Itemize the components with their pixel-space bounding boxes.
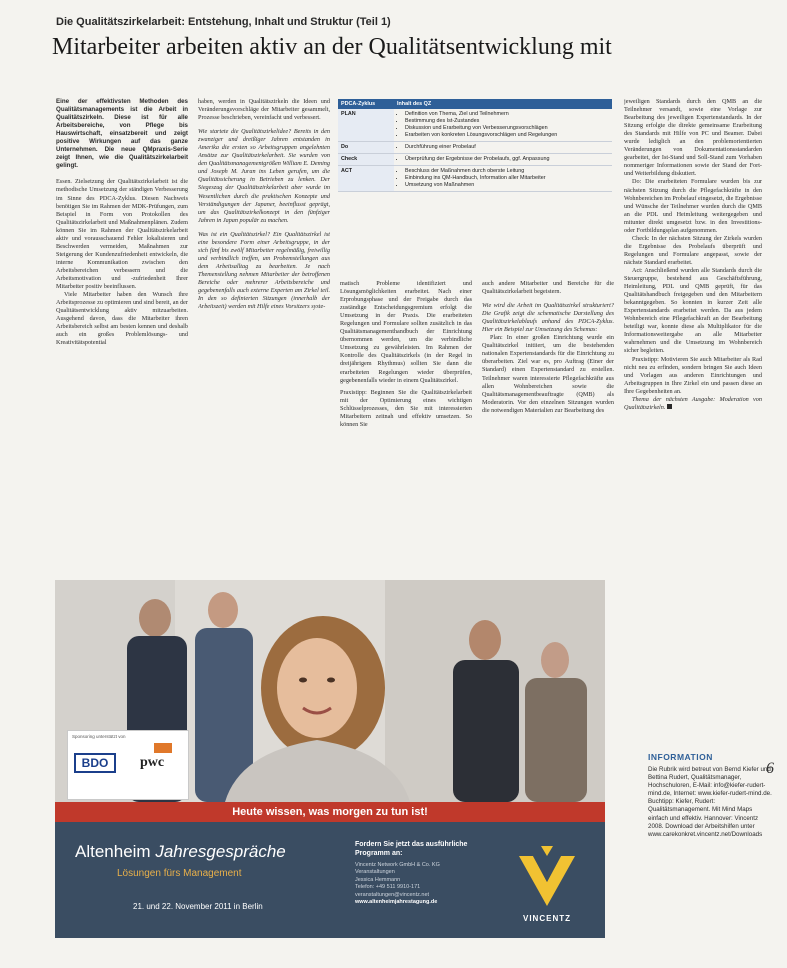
table-row xyxy=(338,109,612,142)
paragraph: Essen. Zielsetzung der Qualitätszirkelarbeit ist die methodische Umsetzung der ständigen Verbesserung im Sinne des PDCA-Zyklus. Diesen Nachweis benötigen Sie im Rahmen der MDK-Prüfungen, zum Beispiel in Form von Protokollen des Qualitätszirkelarbeit und Maßnahmenplänen. Zudem können Sie im Rahmen der Qualitätszirkelarbeit aktiv und vorausschauend Fehler lokalisieren und Beschwerden vermeiden, Maßnahmen zur Steigerung der Kundenzufriedenheit entwickeln, die interne Kommunikation zwischen den Arbeitsbereichen verbessern und die Arbeitsmotivation und -zufriedenheit Ihrer Mitarbeiter positiv beeinflussen. xyxy=(56,178,188,291)
table-cell xyxy=(394,166,612,192)
contact-line: Veranstaltungen xyxy=(355,869,395,876)
list-item: • Definition von Thema, Ziel und Teilnehmern xyxy=(405,111,609,117)
paragraph: haben, werden in Qualitätszirkeln die Ideen und Veränderungsvorschläge der Mitarbeiter gesammelt, Prozesse beschrieben, vereinfacht und verbessert. xyxy=(198,98,330,122)
text-column-2 xyxy=(198,98,330,578)
ad-subtitle: Lösungen fürs Management xyxy=(117,868,242,879)
ad-banner: Heute wissen, was morgen zu tun ist! xyxy=(55,802,605,822)
text-column-5 xyxy=(624,98,762,746)
table-header: Inhalt des QZ xyxy=(394,99,612,109)
table-cell-key: Check xyxy=(338,154,394,166)
ad-order-text: Fordern Sie jetzt das ausführliche Programm an: xyxy=(355,841,468,857)
table-header-row xyxy=(338,99,612,109)
sponsor-box xyxy=(67,730,189,800)
list-item: • Einbindung ins QM-Handbuch, Information aller Mitarbeiter xyxy=(405,175,609,181)
article-lead: Eine der effektivsten Methoden des Qualitätsmanagements ist die Arbeit in Qualitätszirkeln. Diese ist für alle Arbeitsbereiche, von Pflege bis Hauswirtschaft, einsatzbereit und zeigt positive Wirkungen auf das ganze Unternehmen. Die neue QMpraxis-Serie zeigt Ihnen, wie die Qualitätszirkelarbeit gelingt. xyxy=(56,98,188,170)
text-column-1 xyxy=(56,98,188,578)
list-item: • Durchführung einer Probelauf xyxy=(405,144,609,150)
paragraph: Viele Mitarbeiter haben den Wunsch ihre Arbeitsprozesse zu optimieren und sind bereit, an der Qualitätsentwicklung aktiv mitzuarbeiten. Ausgehend davon, dass die Mitarbeiter ihren Arbeitsbereich selbst am besten kennen und deshalb auch ein großes Problemlösungs- und Kreativitätspotential xyxy=(56,291,188,347)
vincentz-logo-icon xyxy=(513,842,581,912)
pwc-logo: pwc xyxy=(140,755,165,770)
contact-line: Vincentz Network GmbH & Co. KG xyxy=(355,862,440,868)
ad-contact xyxy=(355,862,505,906)
table-header: PDCA-Zyklus xyxy=(338,99,394,109)
paragraph: Plan: In einer großen Einrichtung wurde ein Qualitätszirkel initiiert, um die bestehenden nationalen Expertenstandards für die Einrichtung zu überarbeiten. Ziel war es, pro Auftrag (Einer der Standard) einen Expertenstandard zu erstellen. Teilnehmer waren interessierte Pflegefachkräfte aus allen Wohnbereichen sowie die Qualitätsmanagementbeauftragte (QMB) als Moderatorin. Vor den einzelnen Sitzungen wurden die notwendigen Materialien zur Bearbeitung des xyxy=(482,334,614,414)
table-cell xyxy=(394,142,612,154)
paragraph: Wie wird die Arbeit im Qualitätszirkel strukturiert? Die Grafik zeigt die schematische Darstellung des Qualitätszirkelablaufs anhand des PDCA-Zyklus. Hier ein Beispiel zur Umsetzung des Schemas: xyxy=(482,302,614,334)
contact-line: Telefon: +49 511 9910-171 xyxy=(355,884,421,891)
article-headline: Mitarbeiter arbeiten aktiv an der Qualitätsentwicklung mit xyxy=(52,34,612,60)
list-item: • Bestimmung des Ist-Zustandes xyxy=(405,118,609,124)
text-column-3 xyxy=(340,280,472,578)
ad-website-link[interactable]: www.altenheimjahrestagung.de xyxy=(355,899,438,906)
ad-photo xyxy=(55,580,605,802)
info-text: Die Rubrik wird betreut von Bernd Kiefer und Bettina Rudert, Qualitätsmanager, Hochschuloren, E-Mail: info@kiefer-rudert-mind.de, Internet: www.kiefer-rudert-mind.de. Buchtipp: Kiefer, Rudert: Qualitätsmanagement. Mit Mind Maps einfach und effektiv. Hannover: Vincentz 2008. Download der Arbeitshilfen unter www.carekonkret.vincentz.net/Downloads xyxy=(648,766,772,838)
page-number: 6 xyxy=(766,760,774,777)
paragraph: Was ist ein Qualitätszirkel? Ein Qualitätszirkel ist eine besondere Form einer Arbeitsgruppe, in der sich fünf bis zwölf Mitarbeiter regelmäßig, freiwillig und verbindlich treffen, um Probemstellungen aus dem Arbeitsalltag zu bearbeiten. Je nach Themenstellung nehmen Mitarbeiter der betroffenen Bereiche oder mehrerer Arbeitsbereiche und gegebenenfalls auch externe Experten am Zirkel teil. In den so definierten Sitzungen (innerhalb der Arbeitszeit) werden mit Hilfe eines Vorsitzers syste- xyxy=(198,230,330,311)
ad-title xyxy=(75,842,286,862)
ad-title-italic: Jahresgespräche xyxy=(155,842,286,861)
list-item: • Diskussion und Erarbeitung von Verbesserungsvorschlägen xyxy=(405,125,609,131)
advertisement[interactable] xyxy=(55,580,605,938)
sponsor-caption: Sponsoring unterstützt von xyxy=(72,734,126,739)
ad-date: 21. und 22. November 2011 in Berlin xyxy=(133,902,263,911)
paragraph: Do: Die erarbeiteten Formulare wurden bis zur nächsten Sitzung durch die Pflegefachkräfte in den Wohnbereichen im Probelauf eingesetzt, die Ergebnisse und Wünsche der Teilnehmer wurden durch die QMB an die PDL und Heimleitung weitergegeben und mitunter direkt umgesetzt bzw. in den Investitions- oder Fortbildungsplan aufgenommen. xyxy=(624,178,762,234)
list-item: • Beschluss der Maßnahmen durch oberste Leitung xyxy=(405,168,609,174)
paragraph: Act: Anschließend wurden alle Standards durch die Steuergruppe, bestehend aus Geschäftsführung, Heimleitung, PDL und QMB geprüft, für das Qualitätshandbuch freigegeben und den Mitarbeitern bekanntgegeben. So konnten in kurzer Zeit alle Expertenstandards erarbeitet werden. Da aus jedem Wohnbereich eine Pflegefachkraft an der Bearbeitung beteiligt war, konnte diese als Multiplikator für die Informationsweitergabe an alle Mitarbeiter wahrnehmen und die Umsetzung im Wohnbereich sicher begleiten. xyxy=(624,266,762,355)
contact-line: Jessica Hemmann xyxy=(355,876,401,883)
table-row xyxy=(338,142,612,154)
paragraph: Check: In der nächsten Sitzung der Zirkels wurden die Ergebnisse des Probelaufs überprüft und Regelungen und Formulare angepasst, sowie der nächste Standard erarbeitet. xyxy=(624,234,762,266)
bdo-logo: BDO xyxy=(74,753,116,773)
table-cell xyxy=(394,109,612,142)
paragraph: auch andere Mitarbeiter und Bereiche für die Qualitätszirkelarbeit begeistern. xyxy=(482,280,614,296)
ad-info-panel xyxy=(55,822,605,938)
list-item: • Erarbeiten von konkreten Lösungsvorschlägen und Regelungen xyxy=(405,132,609,138)
vincentz-brand: VINCENTZ xyxy=(523,914,571,923)
text-column-4 xyxy=(482,280,614,578)
next-issue-note: Thema der nächsten Ausgabe: Moderation von Qualitätszirkeln. xyxy=(624,395,762,411)
ad-title-main: Altenheim xyxy=(75,842,151,861)
paragraph: matisch Probleme identifiziert und Lösungsmöglichkeiten erarbeitet. Nach einer Erprobungsphase und der Freigabe durch das zuständige Entscheidungsgremium erfolgt die Umsetzung in der Praxis. Die erarbeiteten Regelungen und Formulare sollten zusätzlich in das Qualitätsmanagementhandbuch der Einrichtung übernommen werden, um die verbindliche Umsetzung zu gewährleisten. Im Rahmen der Kontrolle des Qualitätszirkels (in der Regel in dreijährigem Rhythmus) sollten Sie dann die erarbeiteten Regelungen wieder überprüfen, gegebenenfalls wieder in einem Qualitätszirkel. xyxy=(340,280,472,384)
table-cell-key: ACT xyxy=(338,166,394,192)
paragraph: jeweiligen Standards durch den QMB an die Teilnehmer versandt, sowie eine Vorlage zur Bearbeitung des jeweiligen Expertenstandards. In der Sitzung erfolgte die direkte gemeinsame Erarbeitung des Standards mit Hilfe von PC und Beamer. Dabei wurde lediglich an den problemorientierten Veränderungen von Dokumentationsstandarden gearbeitet, der Ist-Stand und Soll-Stand zum Vorhaben nommeriger Informationen sowie der Stand der Fort- und Weiterbildung diskutiert. xyxy=(624,98,762,178)
list-item: • Umsetzung von Maßnahmen xyxy=(405,182,609,188)
table-cell xyxy=(394,154,612,166)
table-cell-key: PLAN xyxy=(338,109,394,142)
contact-email[interactable]: veranstaltungen@vincentz.net xyxy=(355,891,430,898)
paragraph: Wie startete die Qualitätszirkelidee? Bereits in den zwanziger und dreißiger Jahren entstanden in Amerika die ersten so Arbeitsgruppen angelehnten Ansätze zur Qualitätszirkelarbeit. Sie wurden von den Qualitätsmanagementgrößen William E. Deming und Joseph M. Juran ins Leben gerufen, um die Qualitätssicherung in Betrieben zu lenken. Der Siegeszug der Qualitätszirkelarbeit aber wurde im Wesentlichen durch die praktischen Konzepte und Verständigungen der Japaner, beeinflusst geprägt, um das Qualitätszirkelkonzept in den fünfziger Jahren in Japan populär zu machen. xyxy=(198,128,330,224)
end-mark-icon xyxy=(667,404,672,409)
table-cell-key: Do xyxy=(338,142,394,154)
pwc-logo-mark-icon xyxy=(154,743,172,753)
pdca-table xyxy=(338,99,612,192)
info-heading: INFORMATION xyxy=(648,752,713,762)
list-item: • Überprüfung der Ergebnisse der Probelaufs, ggf. Anpassung xyxy=(405,156,609,162)
table-row xyxy=(338,166,612,192)
practice-tip: Praxistipp: Motivieren Sie auch Mitarbeiter als Rad nicht neu zu erfinden, sondern bringen Sie auch Ideen und Vorlagen aus anderen Einrichtungen und Arbeitsgruppen in Ihre Zirkel ein und passen diese an Ihre Gegebenheiten an. xyxy=(624,355,762,395)
table-row xyxy=(338,154,612,166)
article-kicker: Die Qualitätszirkelarbeit: Entstehung, Inhalt und Struktur (Teil 1) xyxy=(56,16,391,28)
practice-tip: Praxistipp: Beginnen Sie die Qualitätszirkelarbeit mit der Optimierung eines wichtigen Schlüsselprozesses, den Sie mit interessierten Mitarbeitern zeitnah und effektiv umsetzen. So können Sie xyxy=(340,388,472,428)
